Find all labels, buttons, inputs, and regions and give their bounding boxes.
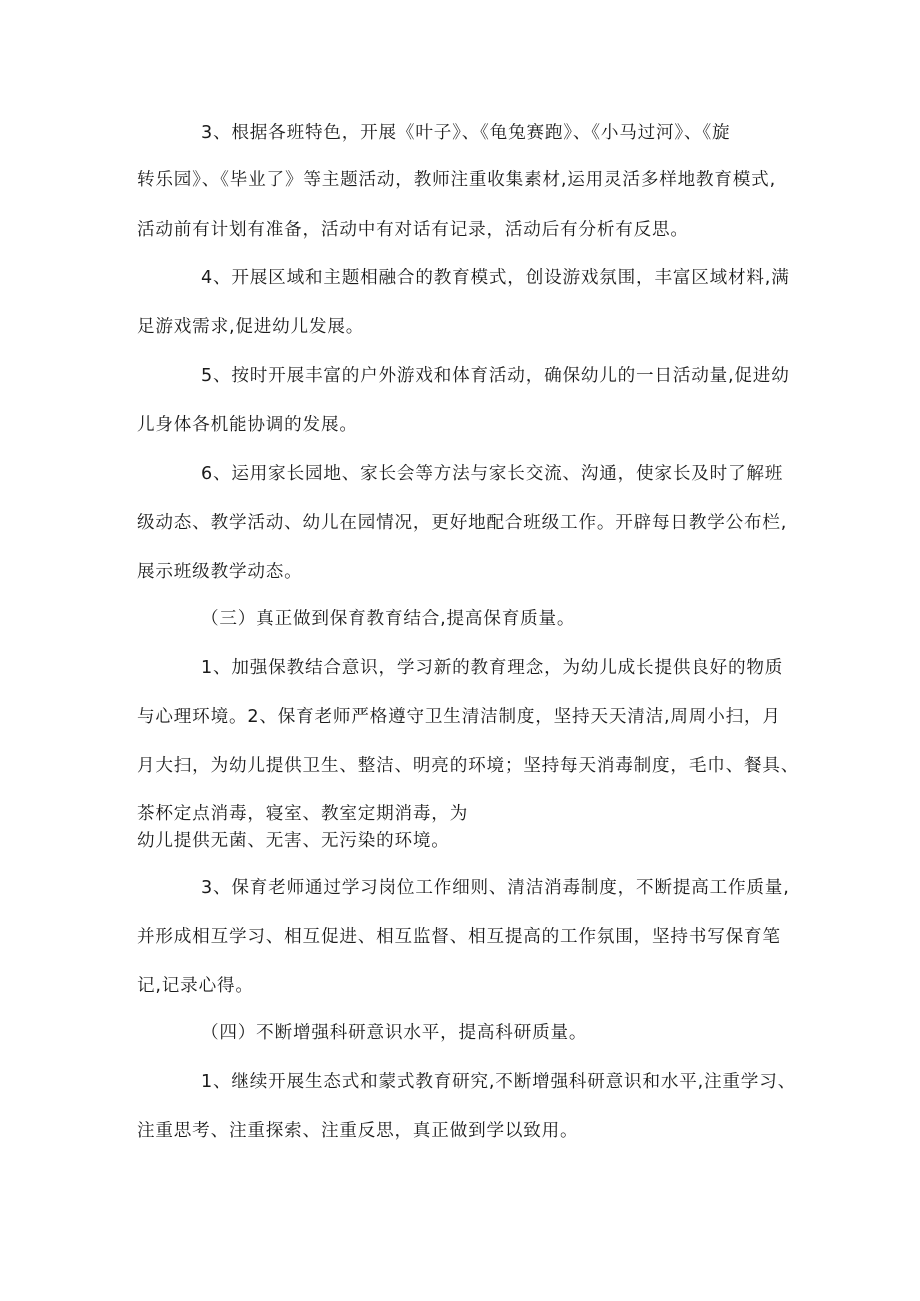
- text-line: 足游戏需求,促进幼儿发展。: [137, 317, 365, 337]
- text-line: 转乐园》、《毕业了》等主题活动，教师注重收集素材,运用灵活多样地教育模式,: [137, 170, 776, 190]
- text-line: 6、运用家长园地、家长会等方法与家长交流、沟通，使家长及时了解班: [201, 464, 784, 484]
- text-line: 并形成相互学习、相互促进、相互监督、相互提高的工作氛围，坚持书写保育笔: [137, 927, 781, 947]
- text-line: 儿身体各机能协调的发展。: [137, 415, 358, 435]
- text-line: 3、保育老师通过学习岗位工作细则、清洁消毒制度，不断提高工作质量,: [201, 878, 790, 898]
- text-line: 活动前有计划有准备，活动中有对话有记录，活动后有分析有反思。: [137, 220, 689, 240]
- text-line: 注重思考、注重探索、注重反思，真正做到学以致用。: [137, 1121, 579, 1141]
- text-line: 5、按时开展丰富的户外游戏和体育活动，确保幼儿的一日活动量,促进幼: [201, 366, 790, 386]
- section-heading: （四）不断增强科研意识水平，提高科研质量。: [201, 1023, 588, 1043]
- text-line: 茶杯定点消毒，寝室、教室定期消毒，为: [137, 804, 469, 824]
- text-line: 3、根据各班特色，开展《叶子》、《龟兔赛跑》、《小马过河》、《旋: [201, 123, 731, 143]
- text-line: 1、继续开展生态式和蒙式教育研究,不断增强科研意识和水平,注重学习、: [201, 1072, 796, 1092]
- text-line: 记,记录心得。: [137, 976, 254, 996]
- section-heading: （三）真正做到保育教育结合,提高保育质量。: [201, 609, 576, 629]
- text-line: 与心理环境。2、保育老师严格遵守卫生清洁制度，坚持天天清洁,周周小扫，月: [137, 707, 781, 727]
- text-line: 级动态、教学活动、幼儿在园情况，更好地配合班级工作。开辟每日教学公布栏,: [137, 513, 788, 533]
- text-line: 幼儿提供无菌、无害、无污染的环境。: [137, 831, 450, 851]
- text-line: 月大扫，为幼儿提供卫生、整洁、明亮的环境；坚持每天消毒制度，毛巾、餐具、: [137, 756, 800, 776]
- text-line: 展示班级教学动态。: [137, 562, 303, 582]
- text-line: 4、开展区域和主题相融合的教育模式，创设游戏氛围，丰富区域材料,满: [201, 268, 790, 288]
- text-line: 1、加强保教结合意识，学习新的教育理念，为幼儿成长提供良好的物质: [201, 658, 784, 678]
